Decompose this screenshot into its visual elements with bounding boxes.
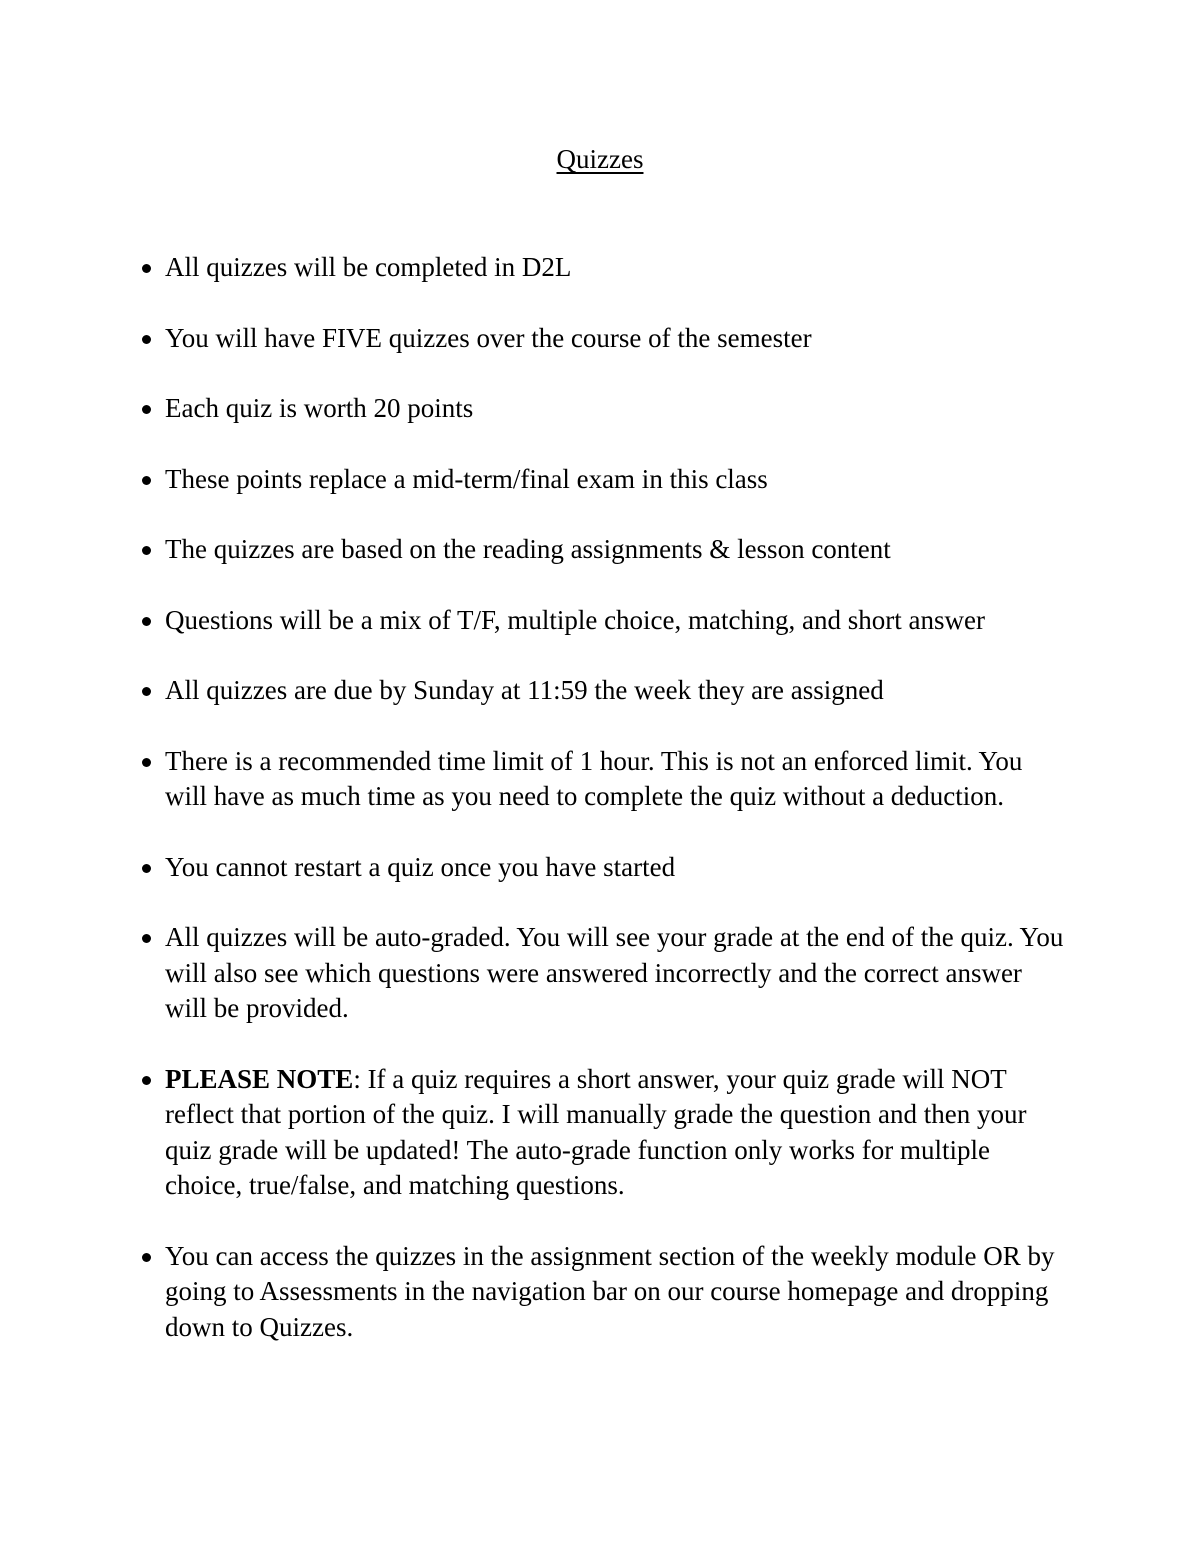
bullet-icon <box>142 476 151 485</box>
list-item <box>140 673 1070 709</box>
list-item-text: You cannot restart a quiz once you have started <box>165 851 676 882</box>
list-item-text: All quizzes will be auto-graded. You will see your grade at the end of the quiz. You will also see which questions were answered incorrectly and the correct answer will be provided. <box>165 922 1064 1023</box>
bullet-icon <box>142 934 151 943</box>
list-item-text: : If a quiz requires a short answer, your quiz grade will NOT reflect that portion of the quiz. I will manually grade the question and then your quiz grade will be updated! The auto-grade function only works for multiple choice, true/false, and matching questions. <box>165 1063 1027 1200</box>
list-item-note <box>140 1062 1070 1204</box>
list-item <box>140 603 1070 639</box>
note-label: PLEASE NOTE <box>165 1063 354 1094</box>
list-item <box>140 744 1070 815</box>
list-item-text: Each quiz is worth 20 points <box>165 393 474 423</box>
bullet-icon <box>142 1253 151 1262</box>
bullet-icon <box>142 617 151 626</box>
list-item-text: You can access the quizzes in the assignment section of the weekly module OR by going to Assessments in the navigation bar on our course homepage and dropping down to Quizzes. <box>165 1240 1055 1342</box>
list-item <box>140 391 1070 427</box>
list-item-text: These points replace a mid-term/final exam in this class <box>165 463 768 494</box>
bullet-icon <box>142 405 151 414</box>
list-item-text: All quizzes are due by Sunday at 11:59 the week they are assigned <box>165 675 884 705</box>
list-item-text: There is a recommended time limit of 1 hour. This is not an enforced limit. You will have as much time as you need to complete the quiz without a deduction. <box>165 745 1023 811</box>
list-item <box>140 321 1070 357</box>
list-item <box>140 532 1070 568</box>
bullet-icon <box>142 687 151 696</box>
list-item-text: Questions will be a mix of T/F, multiple choice, matching, and short answer <box>165 604 985 635</box>
list-item <box>140 250 1070 286</box>
bullet-list <box>140 250 1070 1380</box>
page-title-text: Quizzes <box>556 144 644 174</box>
list-item <box>140 1239 1070 1346</box>
page-title <box>0 142 1200 176</box>
bullet-icon <box>142 864 151 873</box>
list-item-text: All quizzes will be completed in D2L <box>165 252 572 282</box>
list-item-text: You will have FIVE quizzes over the course of the semester <box>165 322 812 353</box>
list-item <box>140 850 1070 886</box>
bullet-icon <box>142 1076 151 1085</box>
bullet-icon <box>142 758 151 767</box>
bullet-icon <box>142 335 151 344</box>
list-item <box>140 920 1070 1027</box>
list-item <box>140 462 1070 498</box>
bullet-icon <box>142 264 151 273</box>
bullet-icon <box>142 546 151 555</box>
list-item-text: The quizzes are based on the reading assignments & lesson content <box>165 534 891 564</box>
